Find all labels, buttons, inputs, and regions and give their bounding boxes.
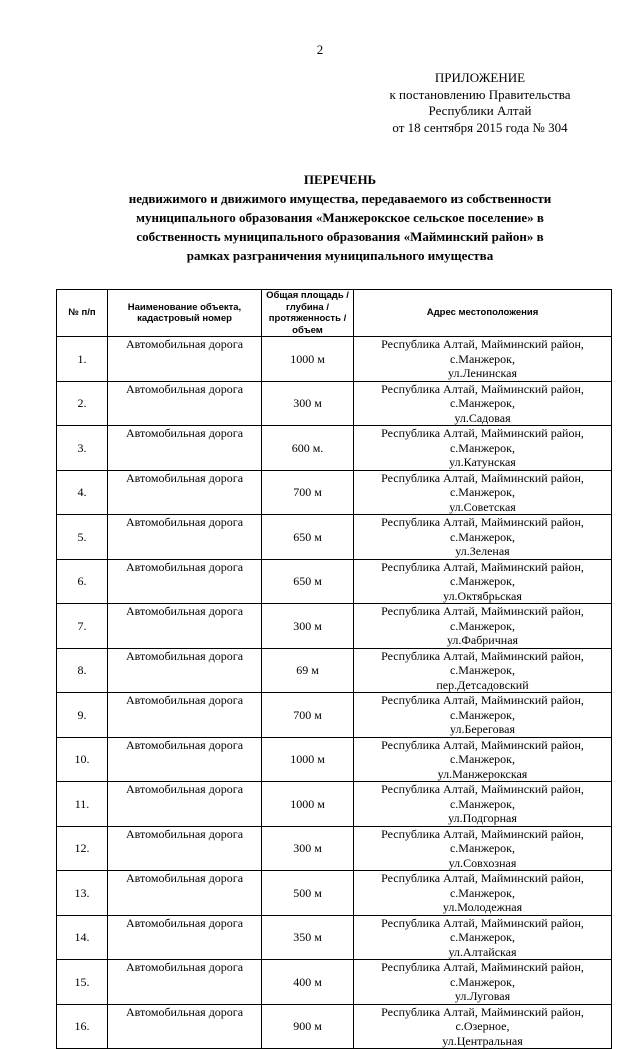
cell-address [354, 604, 612, 649]
cell-address [354, 960, 612, 1005]
cell-name: Автомобильная дорога [108, 426, 262, 471]
cell-name: Автомобильная дорога [108, 381, 262, 426]
table-row [57, 381, 612, 426]
cell-name: Автомобильная дорога [108, 648, 262, 693]
address-line-1: Республика Алтай, Майминский район, с.Манжерок, [381, 915, 584, 944]
address-line-2: ул.Октябрьская [443, 588, 522, 603]
cell-name: Автомобильная дорога [108, 337, 262, 382]
cell-address [354, 826, 612, 871]
table-row [57, 604, 612, 649]
address-line-2: ул.Фабричная [446, 633, 519, 647]
cell-size: 69 м [262, 648, 354, 693]
cell-address [354, 915, 612, 960]
cell-num: 6. [57, 559, 108, 604]
address-line-2: ул.Молодежная [442, 900, 523, 914]
address-line-2: ул.Ленинская [448, 366, 517, 380]
table-row [57, 559, 612, 604]
address-line-2: ул.Подгорная [448, 811, 517, 825]
cell-num: 1. [57, 337, 108, 382]
address-line-1: Республика Алтай, Майминский район, с.Манжерок, [381, 960, 584, 989]
document-heading [70, 170, 610, 265]
cell-size: 1000 м [262, 337, 354, 382]
cell-address [354, 470, 612, 515]
address-line-2: ул.Советская [449, 499, 516, 514]
cell-name: Автомобильная дорога [108, 693, 262, 738]
table-row [57, 737, 612, 782]
cell-size: 600 м. [262, 426, 354, 471]
table-row [57, 470, 612, 515]
table-row [57, 960, 612, 1005]
cell-name: Автомобильная дорога [108, 826, 262, 871]
heading-line: муниципального образования «Манжерокское сельское поселение» в [136, 210, 544, 225]
cell-name: Автомобильная дорога [108, 871, 262, 916]
appendix-date-line: от 18 сентября 2015 года № 304 [392, 119, 568, 135]
address-line-2: ул.Центральная [442, 1033, 523, 1048]
table-row [57, 693, 612, 738]
cell-size: 500 м [262, 871, 354, 916]
cell-num: 2. [57, 381, 108, 426]
cell-size: 300 м [262, 381, 354, 426]
address-line-2: ул.Зеленая [455, 544, 510, 558]
address-line-2: ул.Алтайская [448, 944, 517, 959]
cell-num: 11. [57, 782, 108, 827]
table-row [57, 782, 612, 827]
cell-name: Автомобильная дорога [108, 1004, 262, 1049]
address-line-1: Республика Алтай, Майминский район, с.Манжерок, [381, 693, 584, 722]
cell-address [354, 1004, 612, 1049]
cell-num: 13. [57, 871, 108, 916]
cell-num: 5. [57, 515, 108, 560]
address-line-2: ул.Катунская [449, 455, 516, 469]
address-line-2: ул.Совхозная [448, 855, 517, 870]
cell-name: Автомобильная дорога [108, 960, 262, 1005]
cell-num: 4. [57, 470, 108, 515]
cell-size: 1000 м [262, 782, 354, 827]
cell-num: 3. [57, 426, 108, 471]
heading-line: рамках разграничения муниципального имущества [186, 248, 494, 263]
cell-name: Автомобильная дорога [108, 515, 262, 560]
table-row [57, 826, 612, 871]
cell-name: Автомобильная дорога [108, 559, 262, 604]
table-row [57, 426, 612, 471]
cell-num: 14. [57, 915, 108, 960]
address-line-1: Республика Алтай, Майминский район, с.Манжерок, [381, 515, 584, 544]
address-line-1: Республика Алтай, Майминский район, с.Манжерок, [381, 826, 584, 855]
appendix-line: Республики Алтай [428, 103, 532, 118]
header-name: Наименование объекта, кадастровый номер [108, 290, 262, 337]
appendix-block [360, 70, 600, 136]
cell-num: 10. [57, 737, 108, 782]
cell-address [354, 381, 612, 426]
cell-name: Автомобильная дорога [108, 782, 262, 827]
table-body [57, 337, 612, 1049]
appendix-line: к постановлению Правительства [389, 86, 571, 102]
header-address: Адрес местоположения [354, 290, 612, 337]
table-row [57, 648, 612, 693]
address-line-1: Республика Алтай, Майминский район, с.Манжерок, [381, 871, 584, 900]
table-row [57, 337, 612, 382]
cell-name: Автомобильная дорога [108, 915, 262, 960]
cell-size: 700 м [262, 693, 354, 738]
address-line-1: Республика Алтай, Майминский район, с.Манжерок, [381, 337, 584, 366]
address-line-1: Республика Алтай, Майминский район, с.Озерное, [381, 1004, 584, 1033]
property-table [56, 289, 612, 1049]
cell-num: 12. [57, 826, 108, 871]
cell-num: 7. [57, 604, 108, 649]
cell-size: 900 м [262, 1004, 354, 1049]
address-line-2: ул.Манжерокская [437, 766, 528, 781]
address-line-1: Республика Алтай, Майминский район, с.Манжерок, [381, 648, 584, 677]
cell-address [354, 871, 612, 916]
address-line-1: Республика Алтай, Майминский район, с.Манжерок, [381, 782, 584, 811]
cell-size: 350 м [262, 915, 354, 960]
cell-address [354, 337, 612, 382]
cell-num: 15. [57, 960, 108, 1005]
cell-size: 300 м [262, 604, 354, 649]
cell-size: 300 м [262, 826, 354, 871]
cell-name: Автомобильная дорога [108, 604, 262, 649]
address-line-1: Республика Алтай, Майминский район, с.Манжерок, [381, 470, 584, 499]
table-row [57, 515, 612, 560]
address-line-2: пер.Детсадовский [436, 677, 529, 692]
cell-address [354, 693, 612, 738]
header-size: Общая площадь / глубина / протяженность / объем [262, 290, 354, 337]
cell-size: 700 м [262, 470, 354, 515]
table-row [57, 1004, 612, 1049]
table-row [57, 871, 612, 916]
cell-name: Автомобильная дорога [108, 737, 262, 782]
cell-name: Автомобильная дорога [108, 470, 262, 515]
address-line-2: ул.Береговая [450, 722, 515, 736]
appendix-title: ПРИЛОЖЕНИЕ [434, 70, 526, 85]
address-line-1: Республика Алтай, Майминский район, с.Манжерок, [381, 604, 584, 633]
cell-size: 650 м [262, 559, 354, 604]
header-num: № п/п [57, 290, 108, 337]
address-line-2: ул.Луговая [454, 989, 511, 1003]
cell-address [354, 515, 612, 560]
cell-num: 8. [57, 648, 108, 693]
table-header-row [57, 290, 612, 337]
page-number: 2 [316, 42, 324, 57]
address-line-1: Республика Алтай, Майминский район, с.Манжерок, [381, 559, 584, 588]
cell-size: 400 м [262, 960, 354, 1005]
cell-address [354, 737, 612, 782]
heading-title: ПЕРЕЧЕНЬ [303, 172, 377, 187]
cell-address [354, 782, 612, 827]
cell-num: 9. [57, 693, 108, 738]
cell-size: 650 м [262, 515, 354, 560]
cell-num: 16. [57, 1004, 108, 1049]
heading-line: недвижимого и движимого имущества, передаваемого из собственности [128, 191, 552, 206]
cell-size: 1000 м [262, 737, 354, 782]
cell-address [354, 426, 612, 471]
address-line-1: Республика Алтай, Майминский район, с.Манжерок, [381, 737, 584, 766]
address-line-1: Республика Алтай, Майминский район, с.Манжерок, [381, 426, 584, 455]
cell-address [354, 648, 612, 693]
address-line-2: ул.Садовая [454, 410, 511, 425]
table-row [57, 915, 612, 960]
address-line-1: Республика Алтай, Майминский район, с.Манжерок, [381, 381, 584, 410]
heading-line: собственность муниципального образования «Майминский район» в [136, 229, 544, 244]
cell-address [354, 559, 612, 604]
